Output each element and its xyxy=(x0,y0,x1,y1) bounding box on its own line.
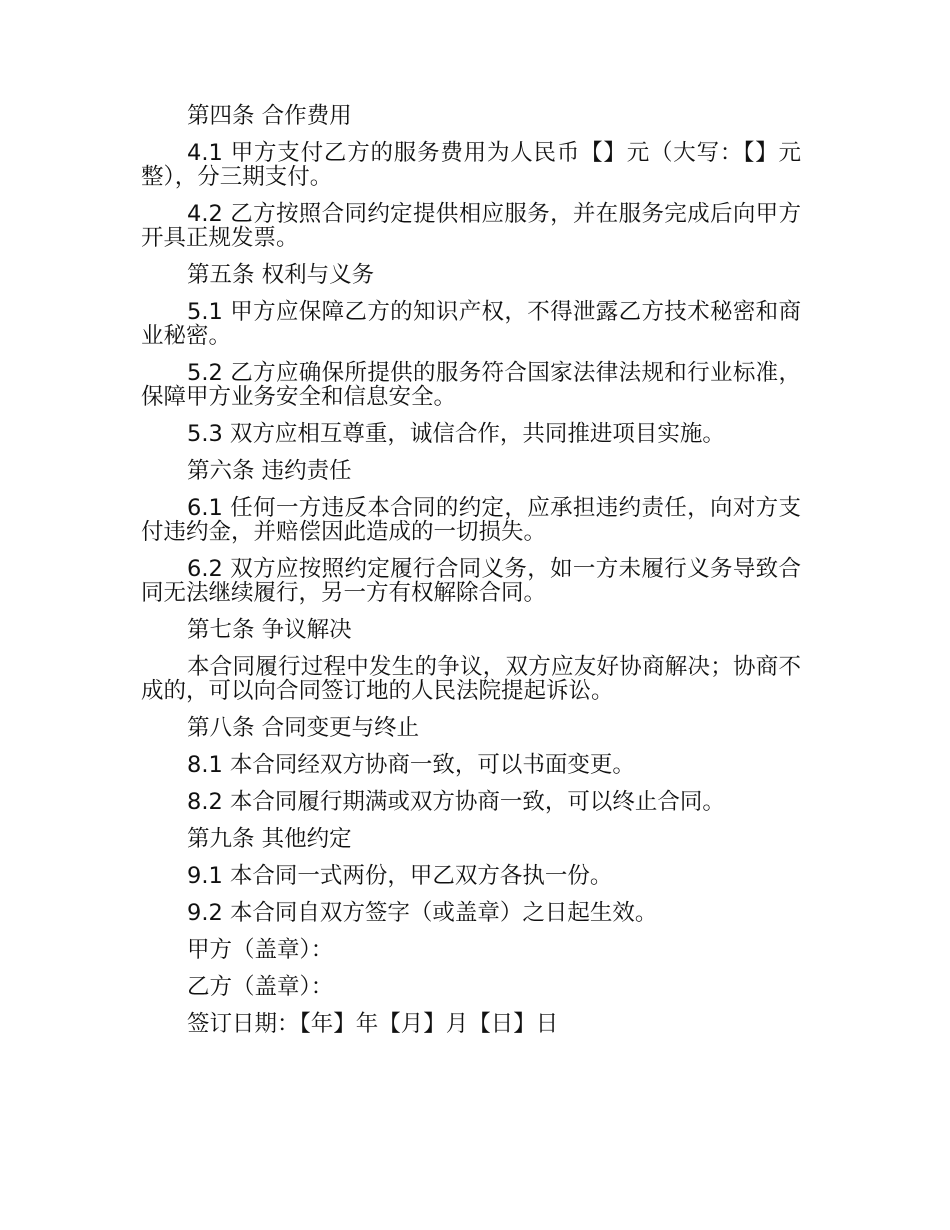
section-heading-4: 第四条 合作费用 xyxy=(187,103,352,129)
clause-8-1: 8.1 本合同经双方协商一致，可以书面变更。 xyxy=(187,752,635,778)
clause-4-1: 4.1 甲方支付乙方的服务费用为人民币【】元（大写：【】元整），分三期支付。 xyxy=(141,140,801,190)
clause-8-2: 8.2 本合同履行期满或双方协商一致，可以终止合同。 xyxy=(187,789,725,815)
party-b-seal-line: 乙方（盖章）： xyxy=(187,974,334,1000)
section-heading-6: 第六条 违约责任 xyxy=(187,458,352,484)
section-heading-8: 第八条 合同变更与终止 xyxy=(187,715,420,741)
clause-9-2: 9.2 本合同自双方签字（或盖章）之日起生效。 xyxy=(187,900,658,926)
section-heading-5: 第五条 权利与义务 xyxy=(187,262,375,288)
party-a-seal-line: 甲方（盖章）： xyxy=(187,937,334,963)
signing-date-line: 签订日期：【年】年【月】月【日】日 xyxy=(187,1011,559,1037)
clause-6-1: 6.1 任何一方违反本合同的约定，应承担违约责任，向对方支付违约金，并赔偿因此造成的一切损失。 xyxy=(141,495,801,545)
clause-5-3: 5.3 双方应相互尊重，诚信合作，共同推进项目实施。 xyxy=(187,421,725,447)
section-heading-7: 第七条 争议解决 xyxy=(187,617,352,643)
section-heading-9: 第九条 其他约定 xyxy=(187,826,352,852)
clause-5-2: 5.2 乙方应确保所提供的服务符合国家法律法规和行业标准，保障甲方业务安全和信息安全。 xyxy=(141,360,801,410)
clause-6-2: 6.2 双方应按照约定履行合同义务，如一方未履行义务导致合同无法继续履行，另一方有权解除合同。 xyxy=(141,556,801,606)
clause-4-2: 4.2 乙方按照合同约定提供相应服务，并在服务完成后向甲方开具正规发票。 xyxy=(141,201,801,251)
clause-9-1: 9.1 本合同一式两份，甲乙双方各执一份。 xyxy=(187,863,613,889)
clause-7: 本合同履行过程中发生的争议，双方应友好协商解决；协商不成的，可以向合同签订地的人民法院提起诉讼。 xyxy=(141,654,801,704)
clause-5-1: 5.1 甲方应保障乙方的知识产权，不得泄露乙方技术秘密和商业秘密。 xyxy=(141,299,801,349)
contract-body xyxy=(141,104,801,1049)
